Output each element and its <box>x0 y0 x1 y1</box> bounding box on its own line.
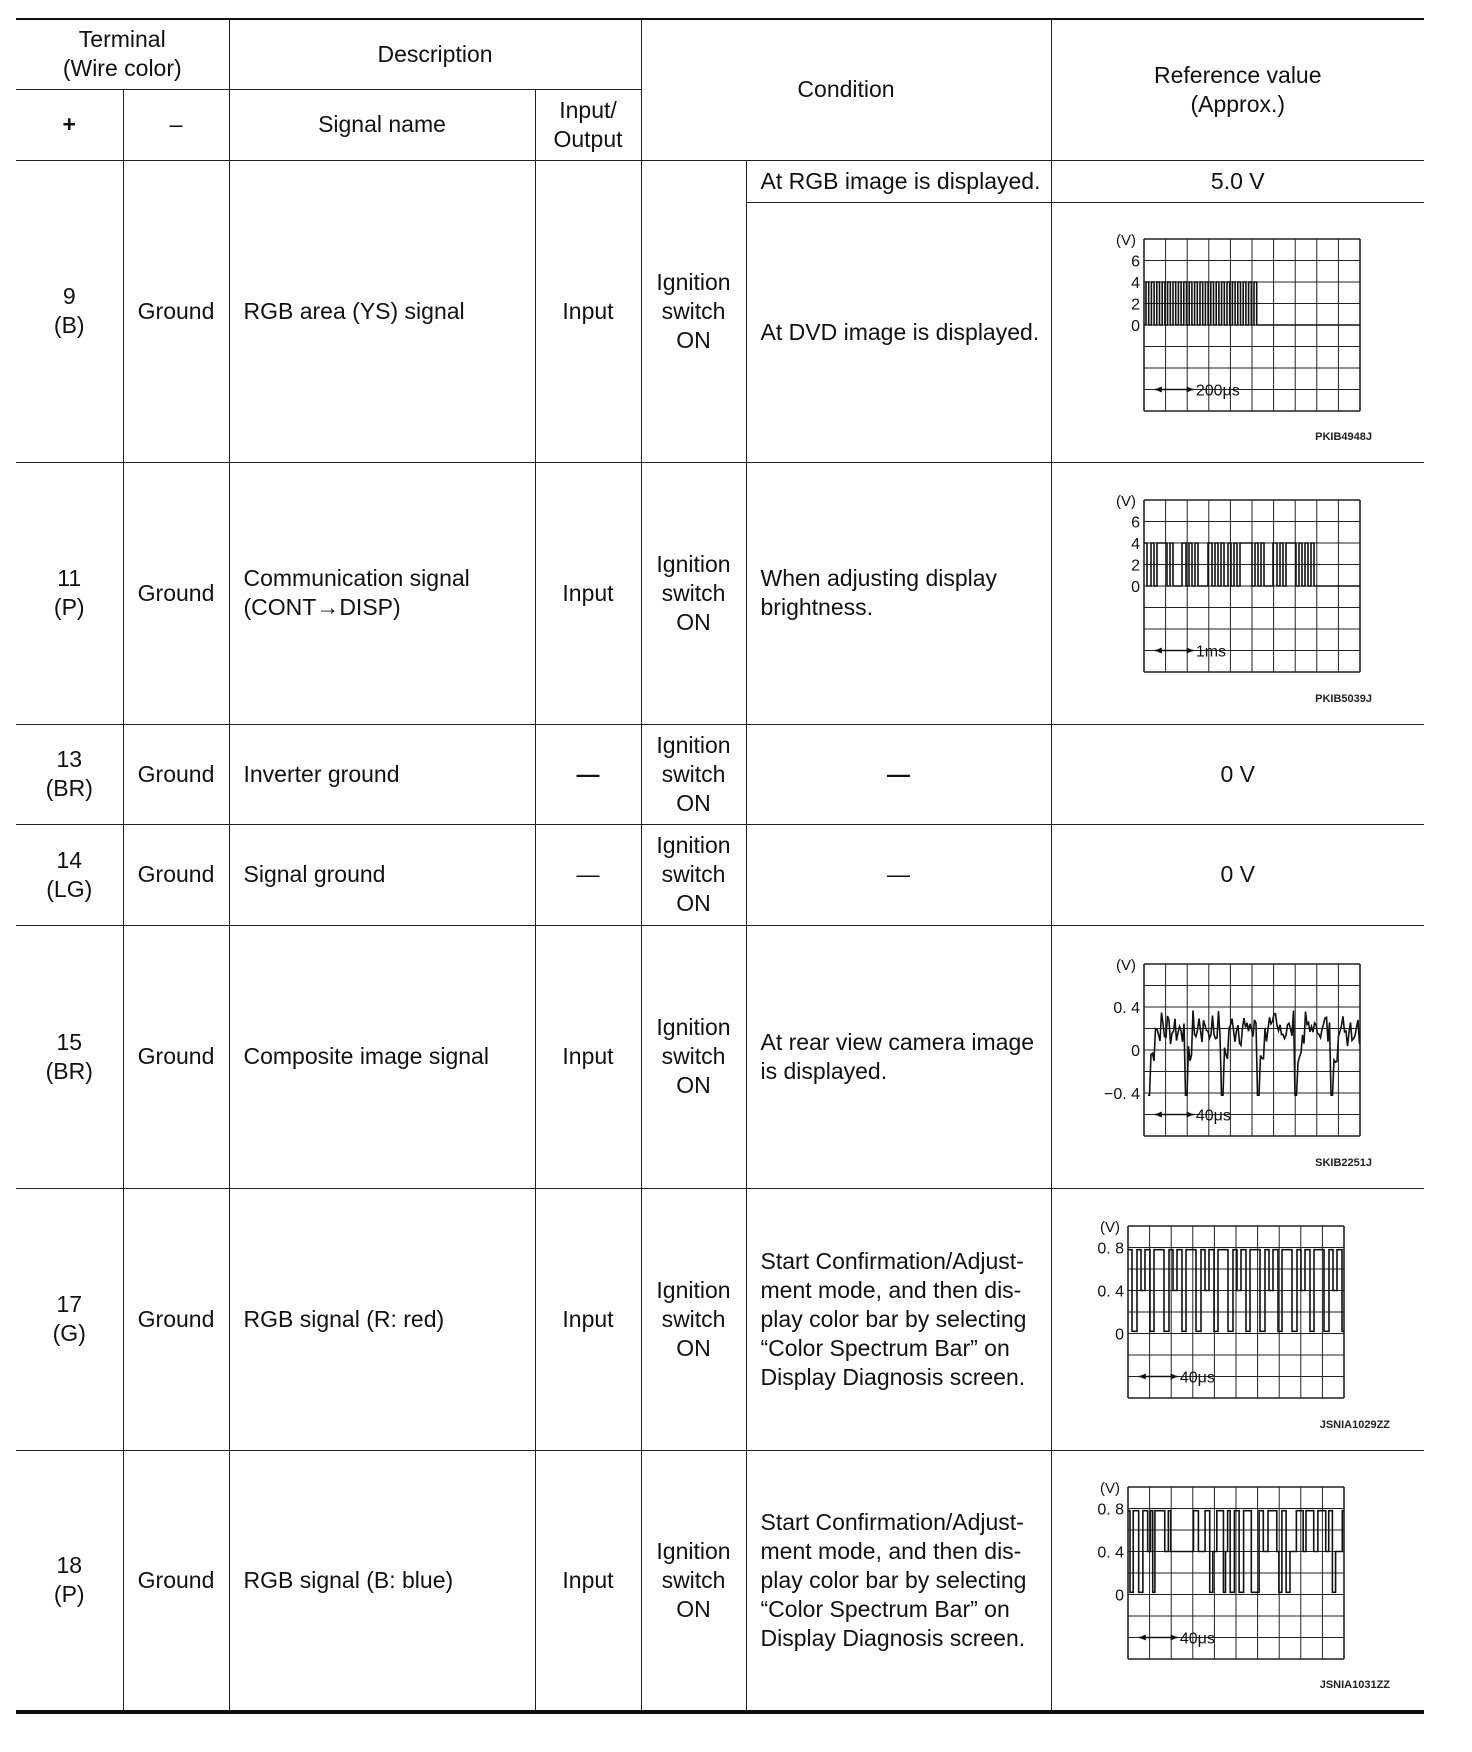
reference-9a: 5.0 V <box>1051 160 1424 202</box>
ground-13: Ground <box>123 724 229 824</box>
y-tick-label: 0. 4 <box>1097 1544 1124 1562</box>
y-tick-label: −0. 4 <box>1103 1085 1140 1103</box>
condition-13: — <box>746 724 1051 824</box>
header-condition: Condition <box>641 19 1051 160</box>
reference-13: 0 V <box>1051 724 1424 824</box>
ground-14: Ground <box>123 824 229 925</box>
y-tick-label: 4 <box>1130 275 1140 292</box>
io-18: Input <box>535 1450 641 1712</box>
waveform-15 <box>1051 925 1424 1188</box>
arrow-head-left <box>1139 1635 1146 1641</box>
y-tick-label: 6 <box>1130 253 1140 271</box>
ground-15: Ground <box>123 925 229 1188</box>
y-tick-label: 0 <box>1130 318 1140 335</box>
arrow-head-right <box>1170 1374 1177 1380</box>
terminal-table <box>16 18 1424 1714</box>
terminal-18: 18 (P) <box>16 1450 123 1712</box>
arrow-head-left <box>1139 1374 1146 1380</box>
signal-13: Inverter ground <box>229 724 535 824</box>
header-io: Input/ Output <box>535 89 641 160</box>
arrow-head-left <box>1155 648 1162 654</box>
y-tick-label: 0 <box>1130 579 1140 596</box>
figure-code-17: JSNIA1029ZZ <box>1319 1418 1391 1431</box>
io-14: — <box>535 824 641 925</box>
io-15: Input <box>535 925 641 1188</box>
waveform-11 <box>1051 462 1424 724</box>
unit-label: (V) <box>1115 493 1136 510</box>
terminal-13: 13 (BR) <box>16 724 123 824</box>
reference-14: 0 V <box>1051 824 1424 925</box>
figure-code-11: PKIB5039J <box>1315 692 1373 705</box>
signal-trace <box>1148 1010 1360 1095</box>
figure-code-15: SKIB2251J <box>1315 1156 1373 1169</box>
oscilloscope-grid <box>1128 1226 1344 1398</box>
terminal-9: 9 (B) <box>16 160 123 462</box>
condition-17: Start Confirmation/Adjust- ment mode, and then dis- play color bar by selecting “Color Spectrum Bar” on Display Diagnosis screen. <box>746 1188 1051 1450</box>
signal-15: Composite image signal <box>229 925 535 1188</box>
ign-11: Ignition switch ON <box>641 462 746 724</box>
y-tick-label: 0. 8 <box>1097 1240 1124 1258</box>
header-signal-name: Signal name <box>229 89 535 160</box>
oscilloscope-grid <box>1144 964 1360 1136</box>
ground-17: Ground <box>123 1188 229 1450</box>
terminal-15: 15 (BR) <box>16 925 123 1188</box>
unit-label: (V) <box>1099 1480 1120 1498</box>
header-description: Description <box>229 19 641 89</box>
waveform-chart-11 <box>1088 478 1388 708</box>
ground-9: Ground <box>123 160 229 462</box>
waveform-chart-17 <box>1088 1204 1388 1434</box>
y-tick-label: 2 <box>1130 296 1140 314</box>
arrow-head-left <box>1155 1111 1162 1117</box>
condition-18: Start Confirmation/Adjust- ment mode, and then dis- play color bar by selecting “Color Spectrum Bar” on Display Diagnosis screen. <box>746 1450 1051 1712</box>
figure-code-9: PKIB4948J <box>1315 430 1373 443</box>
condition-11: When adjusting display brightness. <box>746 462 1051 724</box>
waveform-chart-9 <box>1088 217 1388 447</box>
io-13: — <box>535 724 641 824</box>
waveform-chart-15 <box>1088 942 1388 1172</box>
arrow-head-right <box>1186 648 1193 654</box>
y-tick-label: 0. 4 <box>1097 1283 1124 1301</box>
arrow-head-right <box>1186 1111 1193 1117</box>
signal-18: RGB signal (B: blue) <box>229 1450 535 1712</box>
ign-14: Ignition switch ON <box>641 824 746 925</box>
signal-11: Communication signal (CONT→DISP) <box>229 462 535 724</box>
time-scale-label: 200μs <box>1195 382 1240 400</box>
ign-13: Ignition switch ON <box>641 724 746 824</box>
signal-9: RGB area (YS) signal <box>229 160 535 462</box>
unit-label: (V) <box>1115 232 1136 249</box>
y-tick-label: 0. 8 <box>1097 1501 1124 1519</box>
terminal-17: 17 (G) <box>16 1188 123 1450</box>
header-reference: Reference value (Approx.) <box>1051 19 1424 160</box>
io-9: Input <box>535 160 641 462</box>
time-scale-label: 40μs <box>1195 1107 1231 1124</box>
signal-14: Signal ground <box>229 824 535 925</box>
arrow-head-right <box>1170 1635 1177 1641</box>
time-scale-label: 40μs <box>1179 1630 1215 1648</box>
unit-label: (V) <box>1115 956 1136 974</box>
time-scale-label: 40μs <box>1179 1369 1215 1387</box>
header-plus: + <box>16 89 123 160</box>
figure-code-18: JSNIA1031ZZ <box>1319 1679 1391 1691</box>
condition-15: At rear view camera image is displayed. <box>746 925 1051 1188</box>
io-11: Input <box>535 462 641 724</box>
condition-9a: At RGB image is displayed. <box>746 160 1051 202</box>
waveform-18 <box>1051 1450 1424 1712</box>
y-tick-label: 0. 4 <box>1113 999 1140 1017</box>
condition-14: — <box>746 824 1051 925</box>
ground-11: Ground <box>123 462 229 724</box>
unit-label: (V) <box>1099 1219 1120 1236</box>
ign-15: Ignition switch ON <box>641 925 746 1188</box>
waveform-chart-18 <box>1088 1465 1388 1695</box>
arrow-head-left <box>1155 387 1162 393</box>
ign-9: Ignition switch ON <box>641 160 746 462</box>
y-tick-label: 0 <box>1114 1326 1124 1344</box>
oscilloscope-grid <box>1128 1487 1344 1659</box>
ign-18: Ignition switch ON <box>641 1450 746 1712</box>
ign-17: Ignition switch ON <box>641 1188 746 1450</box>
waveform-17 <box>1051 1188 1424 1450</box>
time-scale-label: 1ms <box>1195 643 1226 661</box>
terminal-11: 11 (P) <box>16 462 123 724</box>
arrow-head-right <box>1186 387 1193 393</box>
terminal-14: 14 (LG) <box>16 824 123 925</box>
header-terminal: Terminal (Wire color) <box>16 19 229 89</box>
y-tick-label: 2 <box>1130 557 1140 575</box>
signal-17: RGB signal (R: red) <box>229 1188 535 1450</box>
y-tick-label: 6 <box>1130 514 1140 532</box>
y-tick-label: 0 <box>1130 1042 1140 1060</box>
ground-18: Ground <box>123 1450 229 1712</box>
waveform-9 <box>1051 202 1424 462</box>
io-17: Input <box>535 1188 641 1450</box>
y-tick-label: 0 <box>1114 1587 1124 1605</box>
header-minus: – <box>123 89 229 160</box>
condition-9b: At DVD image is displayed. <box>746 202 1051 462</box>
y-tick-label: 4 <box>1130 536 1140 553</box>
